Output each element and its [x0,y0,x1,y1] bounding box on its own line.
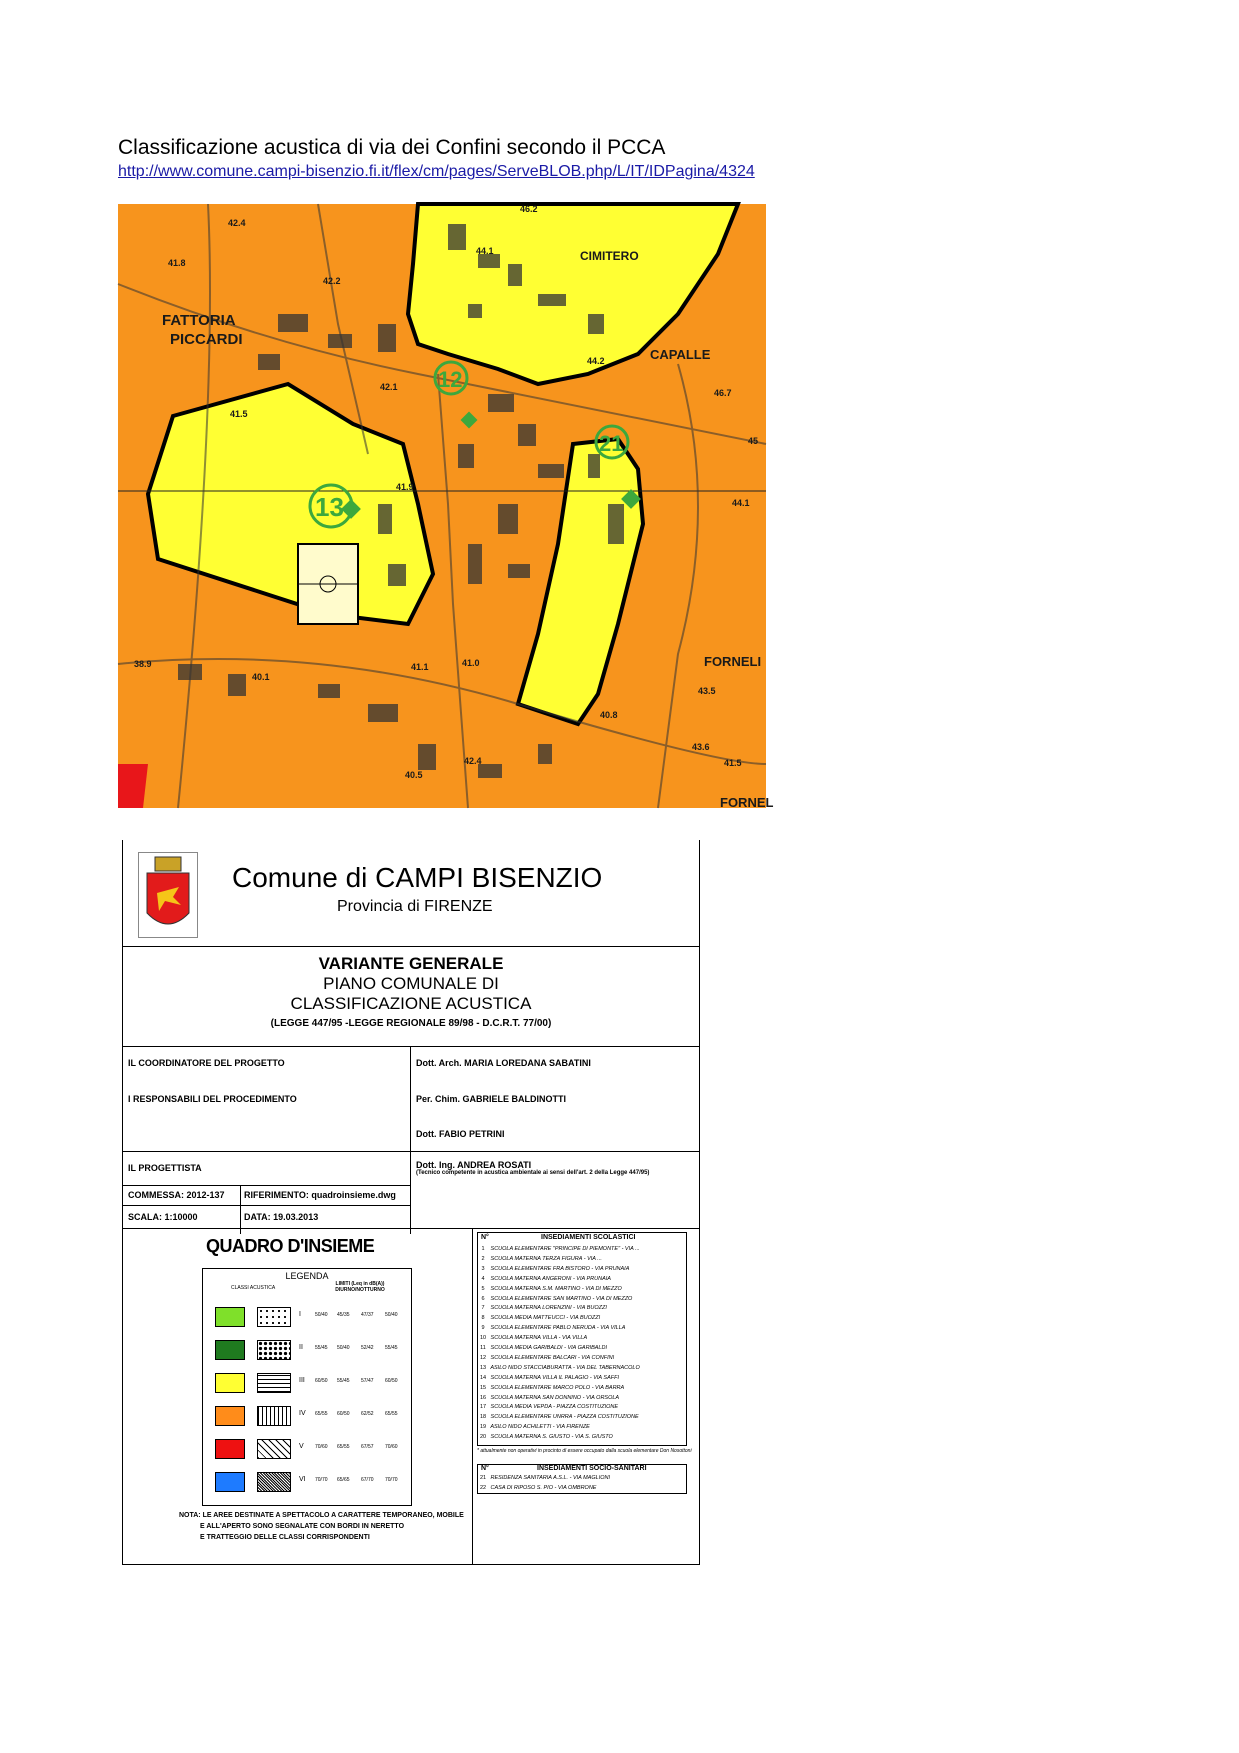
school-name: ASILO NIDO STACCIABURATTA - VIA DEL TABERNACOLO [490,1364,640,1371]
legend-color-swatch [215,1472,245,1492]
school-number: 9 [481,1325,485,1332]
legend-class-number: III [299,1377,305,1384]
school-number: 10 [479,1335,487,1342]
school-number: 1 [481,1246,485,1252]
legend-hatch-pattern [257,1373,291,1393]
school-name: SCUOLA MATERNA SAN DONNINO - VIA ORSOLA [490,1394,620,1401]
school-row [477,1305,687,1315]
school-number: 4 [481,1275,485,1282]
divider [240,1185,241,1234]
school-name: SCUOLA ELEMENTARE PABLO NERUDA - VIA VILLA [490,1325,626,1332]
sanitari-row [477,1475,687,1485]
legend-limit-value: 55/45 [337,1378,350,1384]
legend-class-number: IV [299,1410,306,1417]
school-number: 14 [479,1374,487,1381]
legend-limit-value: 62/52 [361,1411,374,1417]
legend-limit-value: 70/70 [315,1477,328,1483]
legend-col-limiti: LIMITI (Leq in dB(A)) DIURNO/NOTTURNO [335,1281,385,1293]
spot-height: 41.0 [462,658,480,668]
piano-title-2: CLASSIFICAZIONE ACUSTICA [290,994,532,1013]
school-number: 15 [479,1384,487,1391]
school-number: 5 [481,1285,485,1292]
progettista-note: (Tecnico competente in acustica ambientale ai sensi dell'art. 2 della Legge 447/95) [416,1170,650,1176]
school-row [477,1395,687,1405]
spot-height: 41.5 [230,409,248,419]
spot-height: 40.1 [252,672,270,682]
legend-limit-value: 70/60 [385,1444,398,1450]
divider [472,1228,473,1565]
school-row [477,1414,687,1424]
sanitari-header: INSEDIAMENTI SOCIO-SANITARI [537,1465,647,1472]
legend-row [203,1369,413,1395]
spot-height: 44.1 [476,246,494,256]
school-number: 3 [481,1265,485,1272]
legend-limit-value: 67/57 [361,1444,374,1450]
school-number: 2 [481,1255,485,1262]
school-row [477,1296,687,1306]
school-row [477,1256,687,1266]
legend-limit-value: 45/35 [337,1312,350,1318]
school-row [477,1246,687,1256]
school-number: 18 [479,1414,487,1421]
spot-height: 40.8 [600,710,618,720]
school-number: 7 [481,1305,485,1312]
source-link[interactable]: http://www.comune.campi-bisenzio.fi.it/flex/cm/pages/ServeBLOB.php/L/IT/IDPagina/4324 [118,163,755,180]
spot-height: 42.4 [228,218,246,228]
divider [122,1151,700,1152]
school-row [477,1345,687,1355]
responsabile-1: Per. Chim. GABRIELE BALDINOTTI [416,1094,567,1104]
zone-class-v [118,764,148,808]
variante-title: VARIANTE GENERALE [318,954,504,973]
map-label-fornelli-bottom: FORNEL [720,795,774,810]
legend-limit-value: 65/55 [337,1444,350,1450]
spot-height: 46.7 [714,388,732,398]
legge-reference: (LEGGE 447/95 -LEGGE REGIONALE 89/98 - D.C.R.T. 77/00) [270,1018,552,1029]
progettista-name: Dott. Ing. ANDREA ROSATI [416,1160,532,1170]
school-row [477,1276,687,1286]
legend-color-swatch [215,1340,245,1360]
coordinatore-label: IL COORDINATORE DEL PROGETTO [128,1058,285,1068]
legend-row [203,1468,413,1494]
legend-row [203,1336,413,1362]
divider [122,946,700,947]
spot-height: 43.6 [692,742,710,752]
legend-limit-value: 52/42 [361,1345,374,1351]
legend-color-swatch [215,1439,245,1459]
legend-limit-value: 57/47 [361,1378,374,1384]
legend-col-classi: CLASSI ACUSTICA [231,1285,276,1291]
spot-height: 38.9 [134,659,152,669]
divider [410,1046,411,1234]
school-row [477,1355,687,1365]
legend-limit-value: 47/37 [361,1312,374,1318]
legend-color-swatch [215,1373,245,1393]
school-name: SCUOLA MATERNA S. GIUSTO - VIA S. GIUSTO [490,1434,613,1441]
legend-limit-value: 65/65 [337,1477,350,1483]
school-name: SCUOLA ELEMENTARE SAN MARTINO - VIA DI MEZZO [490,1295,633,1302]
map-label-piccardi: PICCARDI [170,331,243,348]
legend-limit-value: 50/40 [337,1345,350,1351]
legend-color-swatch [215,1406,245,1426]
sanitari-name: RESIDENZA SANITARIA A.S.L. - VIA MAGLIONI [490,1475,611,1481]
legend-class-number: VI [299,1476,306,1483]
school-name: SCUOLA ELEMENTARE MARCO POLO - VIA BARRA [490,1384,625,1391]
legend-limit-value: 65/55 [385,1411,398,1417]
commessa: COMMESSA: 2012-137 [128,1190,225,1200]
progettista-label: IL PROGETTISTA [128,1163,202,1173]
legend-row [203,1402,413,1428]
schools-col-n: N° [481,1234,489,1241]
legend-title: LEGENDA [285,1271,329,1281]
legend-limit-value: 55/45 [385,1345,398,1351]
spot-height: 41.9 [396,482,414,492]
spot-height: 45 [748,436,759,446]
schools-header: INSEDIAMENTI SCOLASTICI [541,1234,636,1241]
legend-hatch-pattern [257,1439,291,1459]
legend-box [202,1268,412,1506]
map-label-fattoria: FATTORIA [162,312,236,329]
divider [122,1228,700,1229]
sanitari-row [477,1485,687,1495]
nota-1: NOTA: LE AREE DESTINATE A SPETTACOLO A CARATTERE TEMPORANEO, MOBILE [179,1512,464,1519]
school-name: SCUOLA MATERNA VILLA - VIA VILLA [490,1335,588,1342]
school-row [477,1385,687,1395]
school-number: 19 [479,1424,487,1431]
spot-height: 44.1 [732,498,750,508]
school-name: SCUOLA ELEMENTARE "PRINCIPE DI PIEMONTE" - VIA ... [490,1246,640,1252]
school-row [477,1404,687,1414]
spot-height: 44.2 [587,356,605,366]
legend-hatch-pattern [257,1307,291,1327]
school-name: SCUOLA ELEMENTARE FRA BISTORO - VIA PRUNAIA [490,1265,630,1272]
school-number: 12 [479,1354,487,1361]
legend-limit-value: 60/50 [315,1378,328,1384]
school-row [477,1375,687,1385]
school-name: SCUOLA MEDIA VEPDA - PIAZZA COSTITUZIONE [490,1404,619,1411]
school-row [477,1335,687,1345]
school-number: 16 [479,1394,487,1401]
nota-3: E TRATTEGGIO DELLE CLASSI CORRISPONDENTI [200,1534,370,1541]
spot-height: 40.5 [405,770,423,780]
responsabile-2: Dott. FABIO PETRINI [416,1129,505,1139]
school-number: 20 [479,1434,487,1441]
school-number: 11 [480,1345,486,1351]
marker-label-12: 12 [438,367,463,392]
school-name: SCUOLA MATERNA ANGERONI - VIA PRUNAIA [490,1275,611,1282]
riferimento: RIFERIMENTO: quadroinsieme.dwg [244,1190,396,1200]
school-name: SCUOLA MATERNA VILLA IL PALAGIO - VIA SAFFI [490,1374,620,1381]
school-row [477,1286,687,1296]
legend-limit-value: 67/70 [361,1477,374,1483]
legend-row [203,1435,413,1461]
legend-limit-value: 50/40 [315,1312,328,1318]
legend-limit-value: 70/60 [315,1444,328,1450]
responsabili-label: I RESPONSABILI DEL PROCEDIMENTO [128,1094,297,1104]
divider [122,1046,700,1047]
data: DATA: 19.03.2013 [244,1212,319,1222]
page-title: Classificazione acustica di via dei Confini secondo il PCCA [118,136,666,159]
legend-color-swatch [215,1307,245,1327]
municipal-crest-icon [138,852,198,938]
spot-height: 42.4 [464,756,482,766]
school-row [477,1315,687,1325]
legend-row [203,1303,413,1329]
marker-label-13: 13 [315,492,344,522]
scala: SCALA: 1:10000 [128,1212,198,1222]
divider [122,1205,410,1206]
municipality-name: Comune di CAMPI BISENZIO [232,862,603,893]
spot-height: 43.5 [698,686,716,696]
spot-height: 41.5 [724,758,742,768]
spot-height: 42.1 [380,382,398,392]
quadro-insieme-title: QUADRO D'INSIEME [206,1236,375,1256]
school-row [477,1325,687,1335]
spot-height: 42.2 [323,276,341,286]
school-name: SCUOLA MEDIA GARIBALDI - VIA GARIBALDI [490,1345,607,1351]
legend-class-number: II [299,1344,303,1351]
school-number: 6 [481,1295,485,1302]
school-name: SCUOLA MATERNA S.M. MARTINO - VIA DI MEZZO [490,1285,622,1292]
school-number: 17 [479,1404,487,1411]
map-svg [118,204,774,810]
school-row [477,1365,687,1375]
noise-classification-map [118,204,774,810]
title-block [122,840,700,1570]
legend-limit-value: 60/50 [337,1411,350,1417]
school-row [477,1434,687,1444]
legend-limit-value: 55/45 [315,1345,328,1351]
sanitari-number: 22 [479,1484,487,1491]
school-name: SCUOLA MATERNA TERZA FIGURA - VIA ... [490,1255,602,1262]
map-label-cimitero: CIMITERO [580,249,639,263]
map-label-fornelli: FORNELI [704,654,762,669]
province-name: Provincia di FIRENZE [337,898,493,915]
legend-limit-value: 50/40 [385,1312,398,1318]
school-row [477,1424,687,1434]
sanitari-col-n: N° [481,1465,489,1472]
legend-class-number: I [299,1311,301,1318]
schools-note: * attualmente non operativi in procinto di essere occupato dalla scuola elementare Don Nosottoni [477,1448,692,1454]
piano-title-1: PIANO COMUNALE DI [323,974,499,993]
school-name: SCUOLA ELEMENTARE UNRRA - PIAZZA COSTITUZIONE [490,1414,639,1421]
legend-hatch-pattern [257,1472,291,1492]
legend-hatch-pattern [257,1340,291,1360]
school-row [477,1266,687,1276]
divider [122,1185,410,1186]
school-name: SCUOLA MEDIA MATTEUCCI - VIA BUOZZI [490,1315,601,1322]
legend-limit-value: 65/55 [315,1411,328,1417]
spot-height: 46.2 [520,204,538,214]
school-name: SCUOLA ELEMENTARE BALCARI - VIA CONFINI [490,1354,615,1361]
legend-hatch-pattern [257,1406,291,1426]
school-name: SCUOLA MATERNA LORENZINI - VIA BUOZZI [490,1305,607,1312]
school-number: 8 [481,1315,485,1322]
sanitari-number: 21 [479,1475,487,1481]
legend-limit-value: 60/50 [385,1378,398,1384]
legend-limit-value: 70/70 [385,1477,398,1483]
coordinatore-name: Dott. Arch. MARIA LOREDANA SABATINI [416,1058,591,1068]
spot-height: 41.1 [411,662,429,672]
sanitari-name: CASA DI RIPOSO S. PIO - VIA OMBRONE [490,1484,597,1491]
school-name: ASILO NIDO ACHILETTI - VIA FIRENZE [490,1424,590,1431]
nota-2: E ALL'APERTO SONO SEGNALATE CON BORDI IN NERETTO [200,1523,405,1530]
legend-class-number: V [299,1443,304,1450]
school-number: 13 [479,1364,487,1371]
map-label-capalle: CAPALLE [650,347,711,362]
marker-label-21: 21 [599,431,624,456]
spot-height: 41.8 [168,258,186,268]
